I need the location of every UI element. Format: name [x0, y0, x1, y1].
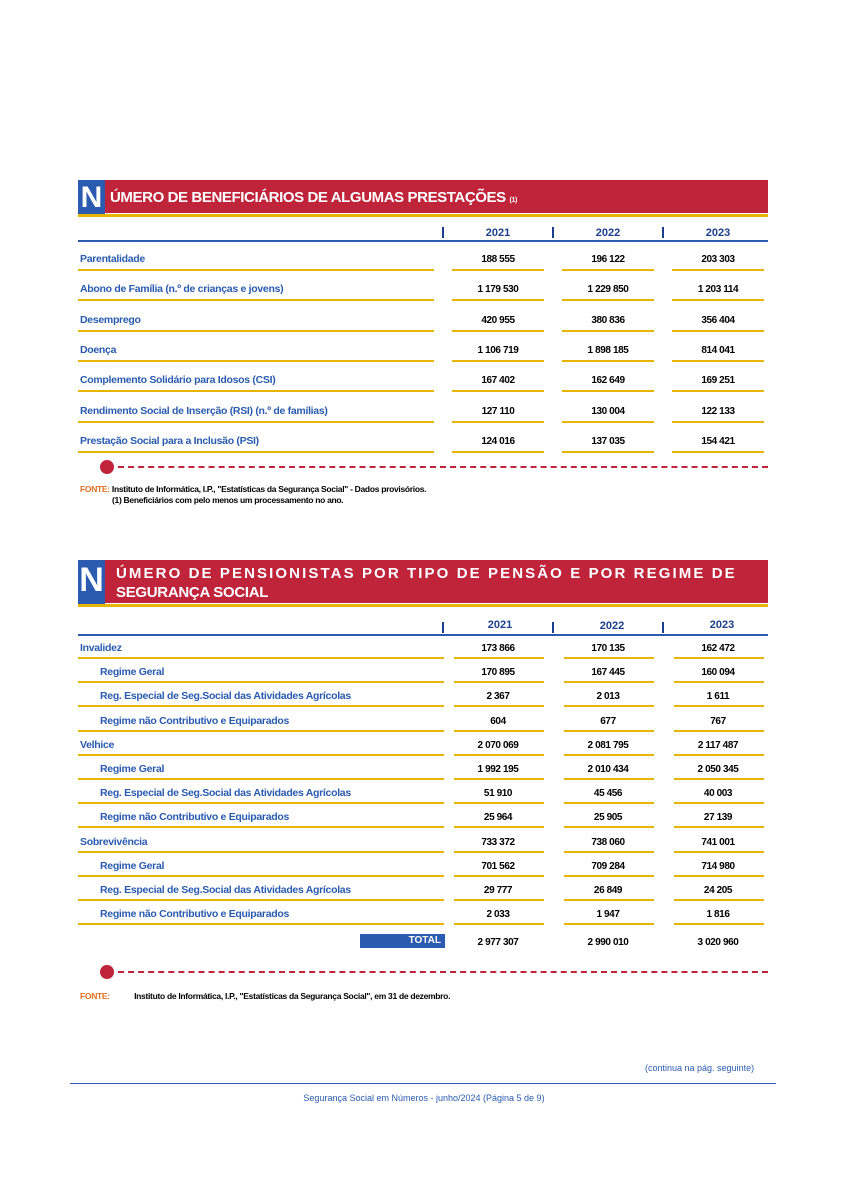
cell-underline [564, 778, 654, 780]
cell-value: 45 456 [593, 788, 623, 800]
row-underline [78, 923, 444, 925]
col-header-2022: 2022 [599, 620, 625, 632]
cell-underline [452, 299, 544, 301]
cell-underline [452, 330, 544, 332]
cell-underline [564, 851, 654, 853]
cell-underline [562, 360, 654, 362]
cell-value: 29 777 [483, 885, 513, 896]
cell-value: 167 402 [481, 375, 515, 387]
col-separator [552, 227, 554, 238]
row-underline [78, 681, 444, 683]
pensioners-table [78, 560, 768, 1010]
cell-value: 196 122 [591, 254, 625, 265]
cell-value: 127 110 [481, 405, 515, 417]
cell-underline [674, 657, 764, 659]
row-label: Abono de Família (n.º de crianças e jovens) [80, 283, 284, 296]
row-underline [78, 360, 434, 362]
cell-value: 2 367 [486, 691, 510, 703]
row-sublabel: Regime não Contributivo e Equiparados [100, 908, 290, 921]
title-footnote-marker: (1) [509, 197, 517, 204]
cell-value: 40 003 [703, 788, 733, 800]
cell-value: 1 229 850 [587, 284, 629, 296]
cell-value: 1 611 [706, 691, 730, 703]
row-underline [78, 299, 434, 301]
cell-underline [674, 899, 764, 901]
source-bullet [100, 965, 114, 979]
cell-underline [672, 269, 764, 271]
col-header-2023: 2023 [709, 619, 735, 631]
cell-value: 767 [710, 715, 726, 727]
cell-value: 1 203 114 [697, 284, 739, 296]
row-sublabel: Reg. Especial de Seg.Social das Atividades Agrícolas [100, 787, 351, 800]
table1-source: FONTE: Instituto de Informática, I.P., "Estatísticas da Segurança Social" - Dados provisórios. [80, 484, 427, 494]
row-underline [78, 875, 444, 877]
cell-underline [674, 923, 764, 925]
cell-underline [564, 923, 654, 925]
cell-value: 122 133 [701, 405, 735, 417]
footer-rule [70, 1083, 776, 1084]
cell-value: 137 035 [591, 435, 625, 447]
table2-title-line1: ÚMERO DE PENSIONISTAS POR TIPO DE PENSÃO E POR REGIME DE [116, 565, 737, 582]
row-sublabel: Regime Geral [100, 859, 165, 872]
cell-value: 169 251 [701, 375, 735, 387]
row-sublabel: Regime Geral [100, 763, 165, 775]
row-underline [78, 390, 434, 392]
table1-title-banner [78, 180, 768, 213]
cell-underline [672, 299, 764, 301]
cell-value: 26 849 [593, 885, 623, 896]
cell-underline [454, 826, 544, 828]
col-separator [442, 227, 444, 238]
header-rule [78, 240, 768, 242]
cell-underline [564, 826, 654, 828]
row-sublabel: Regime não Contributivo e Equiparados [100, 811, 290, 824]
cell-underline [674, 754, 764, 756]
cell-underline [564, 754, 654, 756]
row-underline [78, 826, 444, 828]
cell-value: 420 955 [481, 314, 515, 326]
cell-underline [454, 657, 544, 659]
source-divider [118, 971, 768, 973]
cell-value: 2 013 [596, 691, 620, 703]
row-underline [78, 421, 434, 423]
cell-underline [674, 705, 764, 707]
cell-underline [564, 875, 654, 877]
table2-title-line2: SEGURANÇA SOCIAL [116, 584, 269, 601]
cell-value: 356 404 [701, 314, 735, 326]
row-label: Doença [80, 343, 117, 356]
cell-underline [672, 451, 764, 453]
cell-value: 701 562 [481, 860, 515, 872]
cell-value: 2 050 345 [697, 764, 739, 775]
cell-value: 2 117 487 [697, 739, 739, 751]
cell-underline [562, 269, 654, 271]
total-2021: 2 977 307 [477, 937, 519, 948]
cell-underline [564, 681, 654, 683]
cell-underline [454, 899, 544, 901]
col-separator [552, 622, 554, 633]
cell-underline [562, 421, 654, 423]
cell-value: 1 816 [706, 909, 730, 921]
cell-value: 1 106 719 [477, 344, 519, 356]
cell-underline [564, 730, 654, 732]
total-2022: 2 990 010 [587, 937, 629, 948]
row-label: Rendimento Social de Inserção (RSI) (n.º de famílias) [80, 404, 328, 417]
row-underline [78, 657, 444, 659]
col-separator [442, 622, 444, 633]
cell-underline [452, 269, 544, 271]
cell-value: 2 081 795 [587, 739, 629, 751]
cell-value: 162 472 [701, 643, 735, 654]
cell-underline [674, 826, 764, 828]
cell-value: 380 836 [591, 314, 625, 326]
col-header-2023: 2023 [705, 227, 731, 239]
cell-value: 733 372 [481, 836, 515, 848]
cell-underline [452, 360, 544, 362]
cell-underline [454, 681, 544, 683]
cell-underline [564, 802, 654, 804]
row-sublabel: Reg. Especial de Seg.Social das Atividades Agrícolas [100, 690, 351, 703]
cell-underline [564, 705, 654, 707]
col-header-2021: 2021 [487, 619, 513, 631]
cell-value: 814 041 [701, 344, 735, 356]
cell-value: 167 445 [591, 667, 625, 679]
cell-underline [564, 899, 654, 901]
cell-value: 170 895 [481, 667, 515, 679]
row-label: Sobrevivência [80, 835, 148, 848]
cell-underline [454, 730, 544, 732]
cell-underline [674, 681, 764, 683]
title-underline [78, 214, 768, 217]
table2-title-banner [78, 560, 768, 603]
cell-value: 24 205 [703, 885, 733, 896]
total-label: TOTAL [360, 934, 445, 948]
row-underline [78, 269, 434, 271]
cell-value: 714 980 [701, 860, 735, 872]
row-label: Desemprego [80, 313, 141, 326]
total-2023: 3 020 960 [697, 937, 739, 948]
col-header-2021: 2021 [485, 227, 511, 239]
row-underline [78, 330, 434, 332]
cell-underline [562, 390, 654, 392]
col-separator [662, 622, 664, 633]
cell-value: 188 555 [481, 254, 515, 265]
cell-underline [454, 705, 544, 707]
beneficiaries-table [78, 180, 768, 520]
cell-underline [454, 778, 544, 780]
cell-value: 25 964 [483, 812, 513, 824]
row-label: Complemento Solidário para Idosos (CSI) [80, 374, 276, 387]
title-initial: N [78, 180, 105, 216]
row-underline [78, 899, 444, 901]
row-underline [78, 730, 444, 732]
cell-value: 677 [600, 715, 616, 727]
cell-underline [454, 754, 544, 756]
row-underline [78, 705, 444, 707]
cell-underline [454, 802, 544, 804]
cell-value: 2 070 069 [477, 739, 519, 751]
cell-underline [672, 390, 764, 392]
cell-value: 173 866 [481, 643, 515, 654]
page-footer: Segurança Social em Números - junho/2024 (Página 5 de 9) [303, 1093, 545, 1103]
cell-underline [562, 330, 654, 332]
cell-value: 1 179 530 [477, 284, 519, 296]
row-label: Velhice [80, 738, 115, 751]
cell-value: 1 898 185 [587, 344, 629, 356]
source-bullet [100, 460, 114, 474]
cell-underline [672, 330, 764, 332]
cell-underline [674, 802, 764, 804]
cell-underline [452, 451, 544, 453]
cell-value: 738 060 [591, 836, 625, 848]
cell-value: 160 094 [701, 667, 735, 679]
cell-value: 741 001 [701, 836, 735, 848]
cell-value: 27 139 [703, 812, 733, 824]
cell-underline [562, 299, 654, 301]
source-divider [118, 466, 768, 468]
cell-underline [674, 778, 764, 780]
row-sublabel: Regime Geral [100, 666, 165, 679]
table1-title: ÚMERO DE BENEFICIÁRIOS DE ALGUMAS PRESTAÇÕES (1) [110, 189, 517, 206]
cell-value: 2 010 434 [587, 764, 629, 775]
row-sublabel: Regime não Contributivo e Equiparados [100, 714, 290, 727]
cell-underline [454, 875, 544, 877]
cell-value: 203 303 [701, 254, 735, 265]
cell-underline [674, 730, 764, 732]
cell-value: 170 135 [591, 643, 625, 654]
row-underline [78, 851, 444, 853]
cell-underline [564, 657, 654, 659]
cell-value: 604 [490, 715, 506, 727]
title-initial: N [78, 560, 105, 604]
cell-value: 154 421 [701, 435, 735, 447]
row-underline [78, 754, 444, 756]
continued-note: (continua na pág. seguinte) [645, 1063, 755, 1073]
row-sublabel: Reg. Especial de Seg.Social das Atividades Agrícolas [100, 884, 351, 896]
cell-value: 1 992 195 [477, 764, 519, 775]
row-label: Parentalidade [80, 253, 145, 265]
row-label: Prestação Social para a Inclusão (PSI) [80, 434, 259, 447]
col-separator [662, 227, 664, 238]
cell-underline [674, 851, 764, 853]
cell-underline [454, 851, 544, 853]
cell-underline [672, 421, 764, 423]
cell-value: 124 016 [481, 435, 515, 447]
table1-footnote: (1) Beneficiários com pelo menos um processamento no ano. [112, 495, 344, 505]
cell-value: 162 649 [591, 375, 625, 387]
row-underline [78, 778, 444, 780]
title-underline [78, 604, 768, 607]
row-label: Invalidez [80, 642, 122, 654]
cell-underline [454, 923, 544, 925]
row-underline [78, 802, 444, 804]
cell-value: 51 910 [483, 788, 513, 800]
col-header-2022: 2022 [595, 227, 621, 239]
header-rule [78, 634, 768, 636]
table2-source: FONTE: Instituto de Informática, I.P., "Estatísticas da Segurança Social", em 31 de dezembro. [80, 991, 451, 1001]
cell-value: 25 905 [593, 812, 623, 824]
cell-value: 709 284 [591, 860, 625, 872]
cell-value: 2 033 [486, 909, 510, 921]
cell-underline [452, 421, 544, 423]
cell-underline [452, 390, 544, 392]
cell-value: 1 947 [596, 909, 620, 921]
cell-underline [562, 451, 654, 453]
cell-underline [674, 875, 764, 877]
row-underline [78, 451, 434, 453]
cell-underline [672, 360, 764, 362]
cell-value: 130 004 [591, 405, 625, 417]
